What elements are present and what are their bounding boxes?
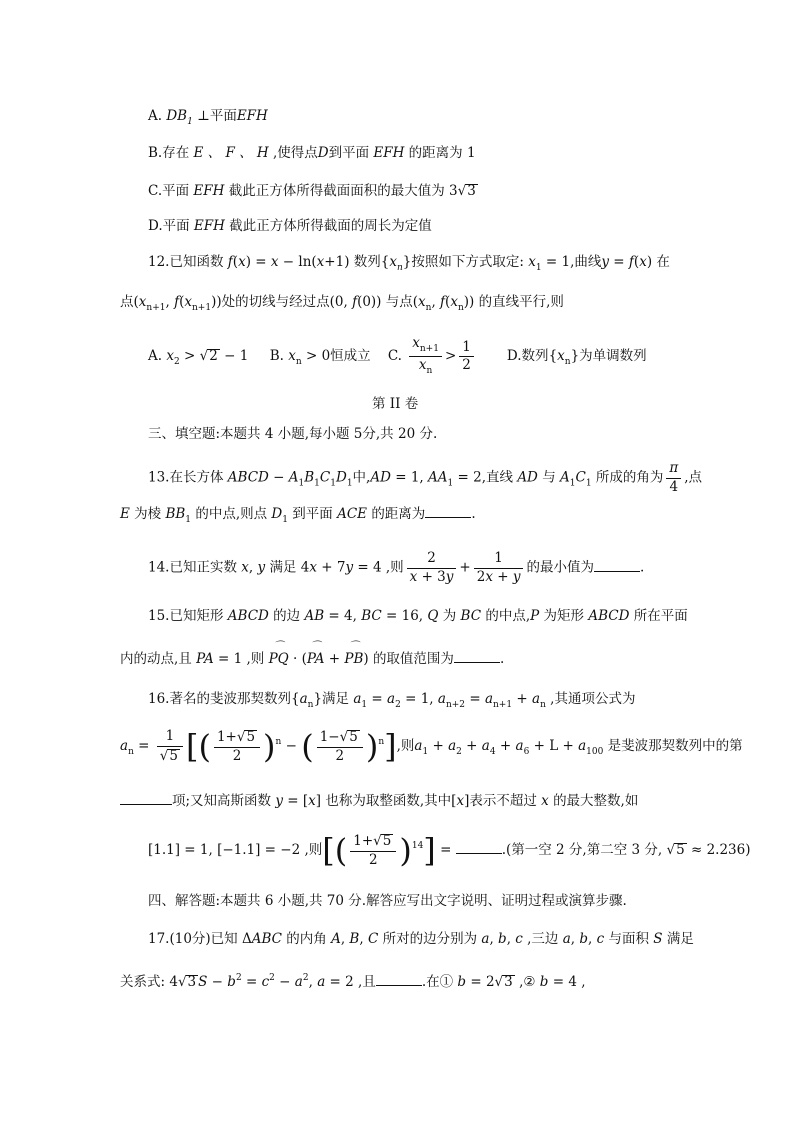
q16-line3: 项;又知高斯函数 y = [x] 也称为取整函数,其中[x]表示不超过 x 的最大整数,如 [120,794,638,809]
option-a: A. $DB_1$ ⊥平面EFH [148,108,268,127]
q12-options: A. $x_2 > √2 - 1$ B. $x_n > 0$恒成立 C. $\frac{x_{n+1}}{x_n}$ > $\frac{1}{2}$ D.数列$\{x_n\}$为单调数列 [148,335,647,376]
q16-formula: $a_n$ = $\frac{1}{√5}$ [( $\frac{1+√5}{2}$ )$^n$ − ( $\frac{1-√5}{2}$ )$^n$],则$a_1 + a_2 + a_4 + a_6 + L + a_{100}$ 是斐波那契数列中的第 [120,727,743,766]
q15-line2: 内的动点,且 PA = 1 ,则 ⌒ PQ · (⌒ PA + ⌒ PB) 的取值范围为 . [120,652,504,667]
q15-line1: 15.已知矩形 ABCD 的边 AB = 4, BC = 16, Q 为 BC 的中点,P 为矩形 ABCD 所在平面 [148,608,688,624]
section-3-heading: 三、填空题:本题共 4 小题,每小题 5分,共 20 分. [148,426,438,442]
option-d: D.平面 EFH 截此正方体所得截面的周长为定值 [148,218,432,234]
section-4-heading: 四、解答题:本题共 6 小题,共 70 分.解答应写出文字说明、证明过程或演算步骤. [148,893,627,909]
q12-line2: 点($x_{n+1}$, $f(x_{n+1})$)处的切线与经过点(0, f(0)) 与点($x_n$, $f(x_n)$) 的直线平行,则 [120,294,564,313]
q17-line2: 关系式: 4√3 $S - b^2 = c^2 - a^2$, a = 2 ,且 .在① b = 2√3 ,② b = 4 , [120,973,586,990]
q12-line1: 12.已知函数 f(x) = x − ln(x+1) 数列$\{x_n\}$按照如下方式取定: $x_1 = 1$,曲线y = f(x) 在 [148,254,670,273]
q16-line1: 16.著名的斐波那契数列$\{a_n\}$满足 $a_1 = a_2 = 1$, $a_{n+2} = a_{n+1} + a_n$ ,其通项公式为 [148,691,636,710]
option-b: B.存在 E 、 F 、 H ,使得点D到平面 EFH 的距离为 1 [148,145,476,161]
q13-line1: 13.在长方体 ABCD − $A_1B_1C_1D_1$中,AD = 1, $AA_1 = 2$,直线 AD 与 $A_1C_1$ 所成的角为 $\frac{\pi}{4}$ ,点 [148,460,703,495]
option-c: C.平面 EFH 截此正方体所得截面面积的最大值为 3√3 [148,183,476,199]
q17-line1: 17.(10分)已知 ΔABC 的内角 A, B, C 所对的边分别为 a, b, c ,三边 a, b, c 与面积 S 满足 [148,931,694,947]
part-title: 第 II 卷 [372,396,419,412]
q13-line2: E 为棱 $BB_1$ 的中点,则点 $D_1$ 到平面 ACE 的距离为 . [120,506,476,525]
q14: 14.已知正实数 x, y 满足 4x + 7y = 4 ,则 $\frac{2}{x + 3y}$ + $\frac{1}{2x + y}$ 的最小值为 . [148,550,645,585]
q16-line4: [1.1] = 1, [−1.1] = −2 ,则[( $\frac{1+√5}{2}$ )$^{14}$] = .(第一空 2 分,第二空 3 分, √5 ≈ 2.236) [148,831,751,870]
